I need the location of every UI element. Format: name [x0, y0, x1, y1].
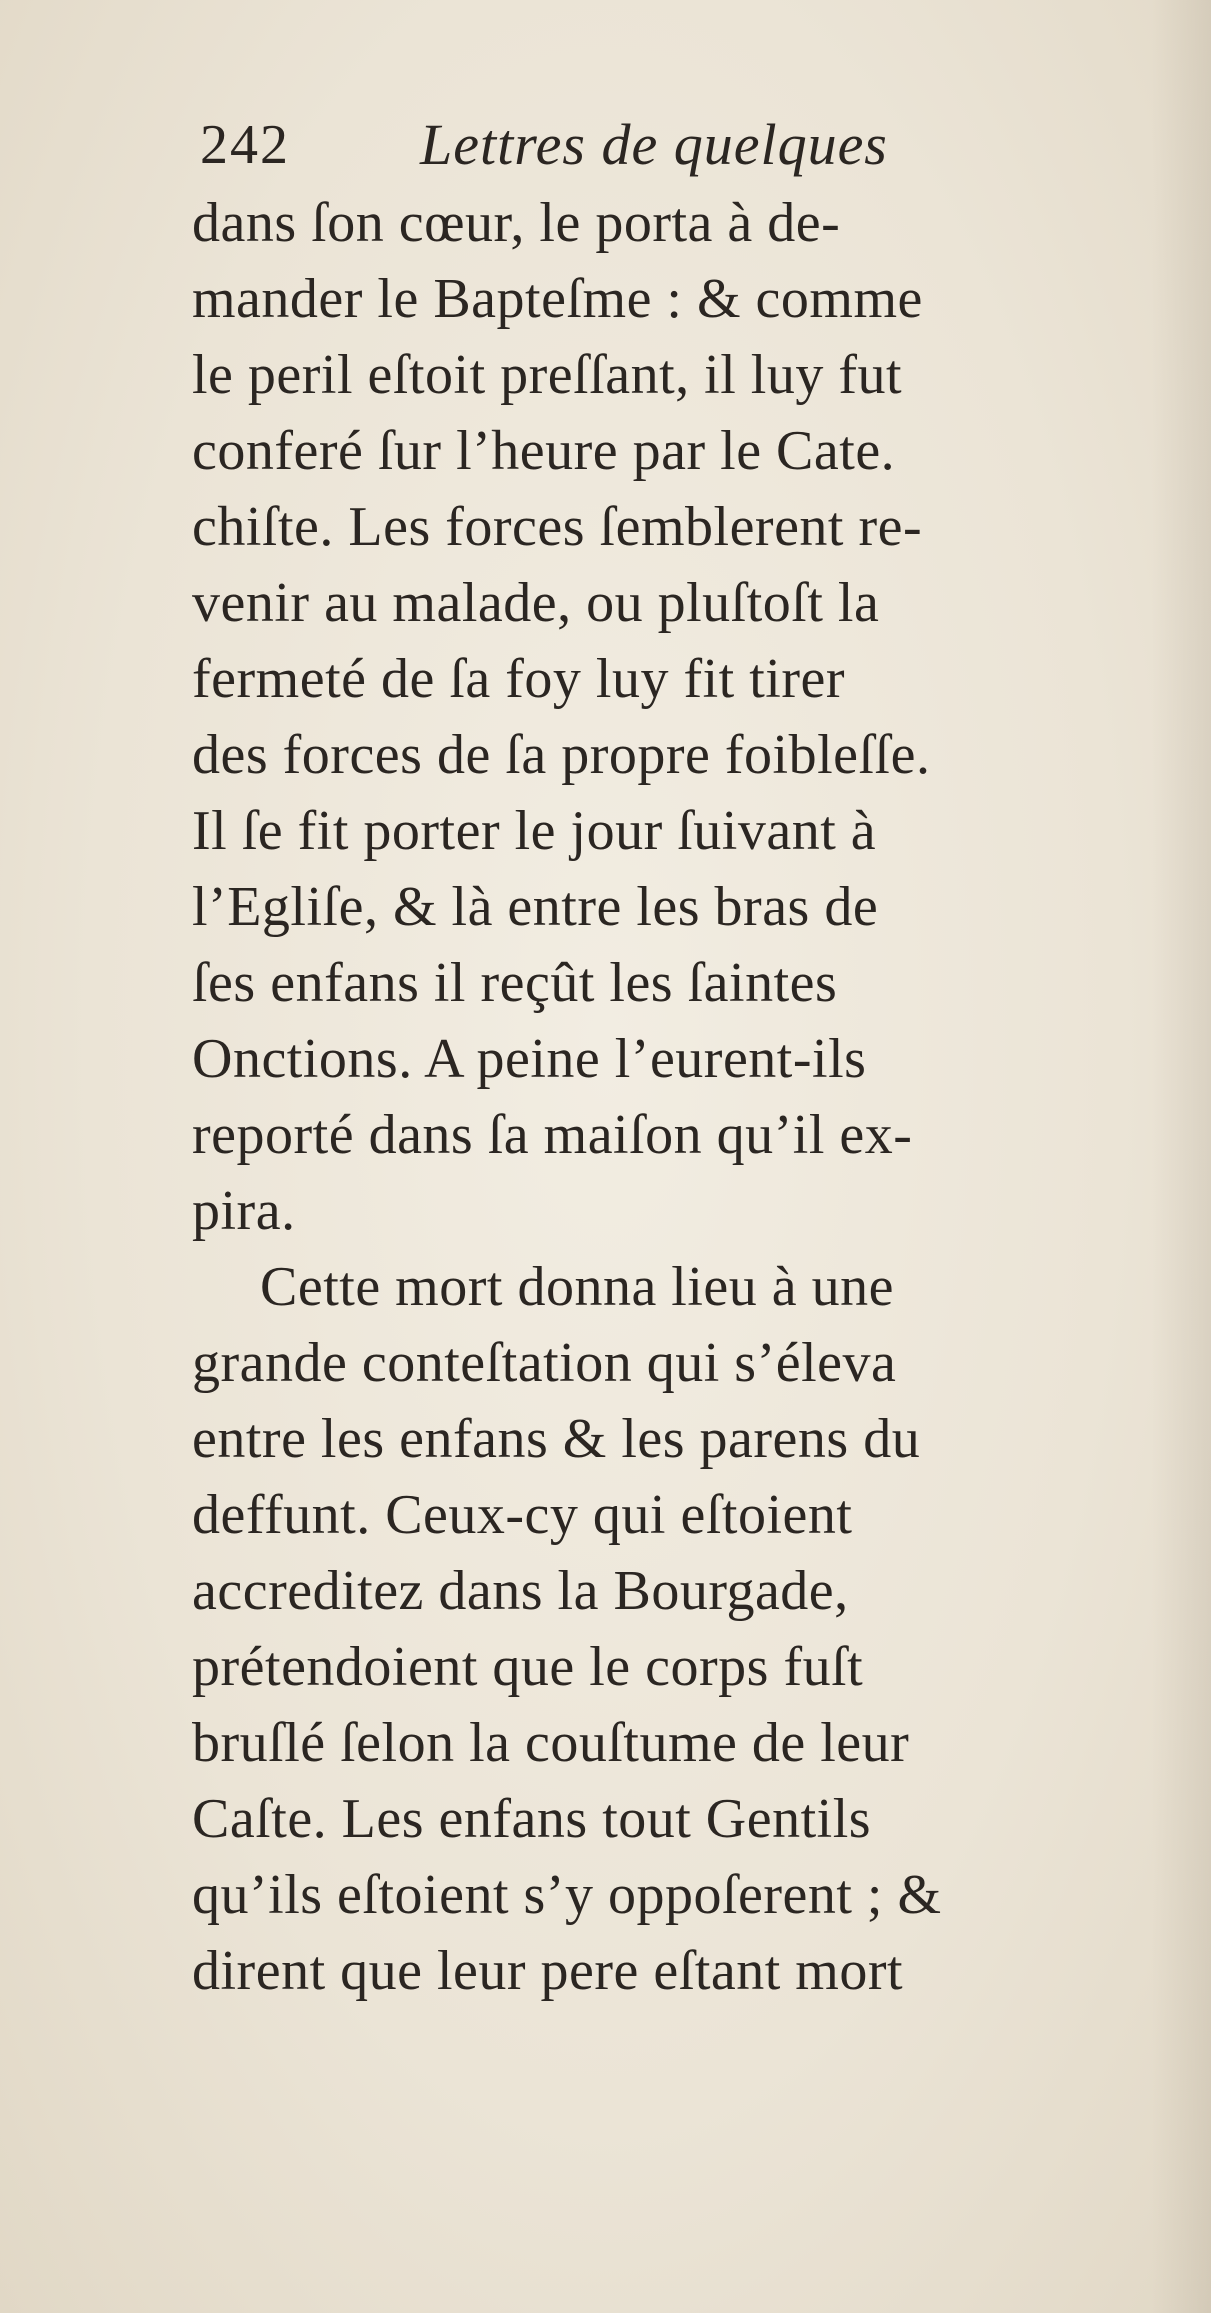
- text-line: deffunt. Ceux-cy qui eſtoient: [192, 1484, 853, 1546]
- text-line: fermeté de ſa foy luy fit tirer: [192, 648, 845, 710]
- text-line: chiſte. Les forces ſemblerent re-: [192, 496, 923, 558]
- text-line: des forces de ſa propre foibleſſe.: [192, 724, 931, 786]
- text-line: conferé ſur l’heure par le Cate.: [192, 420, 896, 482]
- text-line: venir au malade, ou pluſtoſt la: [192, 572, 880, 634]
- text-line: grande conteſtation qui s’éleva: [192, 1332, 897, 1394]
- text-line: entre les enfans & les parens du: [192, 1408, 921, 1470]
- page-number: 242: [200, 114, 290, 176]
- text-line: l’Egliſe, & là entre les bras de: [192, 876, 879, 938]
- page-header: [200, 105, 1100, 185]
- text-line: reporté dans ſa maiſon qu’il ex-: [192, 1104, 913, 1166]
- body-text: [192, 185, 1142, 2009]
- text-line: Caſte. Les enfans tout Gentils: [192, 1788, 872, 1850]
- text-line: ſes enfans il reçût les ſaintes: [192, 952, 838, 1014]
- text-line: bruſlé ſelon la couſtume de leur: [192, 1712, 910, 1774]
- text-line: le peril eſtoit preſſant, il luy fut: [192, 344, 903, 406]
- text-line: dans ſon cœur, le porta à de-: [192, 192, 841, 254]
- text-line: accreditez dans la Bourgade,: [192, 1560, 849, 1622]
- running-title: Lettres de quelques: [420, 112, 888, 177]
- text-line: prétendoient que le corps fuſt: [192, 1636, 864, 1698]
- text-line: pira.: [192, 1180, 296, 1242]
- text-line: mander le Bapteſme : & comme: [192, 268, 923, 330]
- text-line: Il ſe fit porter le jour ſuivant à: [192, 800, 877, 862]
- text-line: dirent que leur pere eſtant mort: [192, 1940, 904, 2002]
- text-line: Onctions. A peine l’eurent-ils: [192, 1028, 867, 1090]
- page-gutter-shadow: [1151, 0, 1211, 2313]
- paragraph-first-line: Cette mort donna lieu à une: [260, 1256, 894, 1318]
- text-line: qu’ils eſtoient s’y oppoſerent ; &: [192, 1864, 942, 1926]
